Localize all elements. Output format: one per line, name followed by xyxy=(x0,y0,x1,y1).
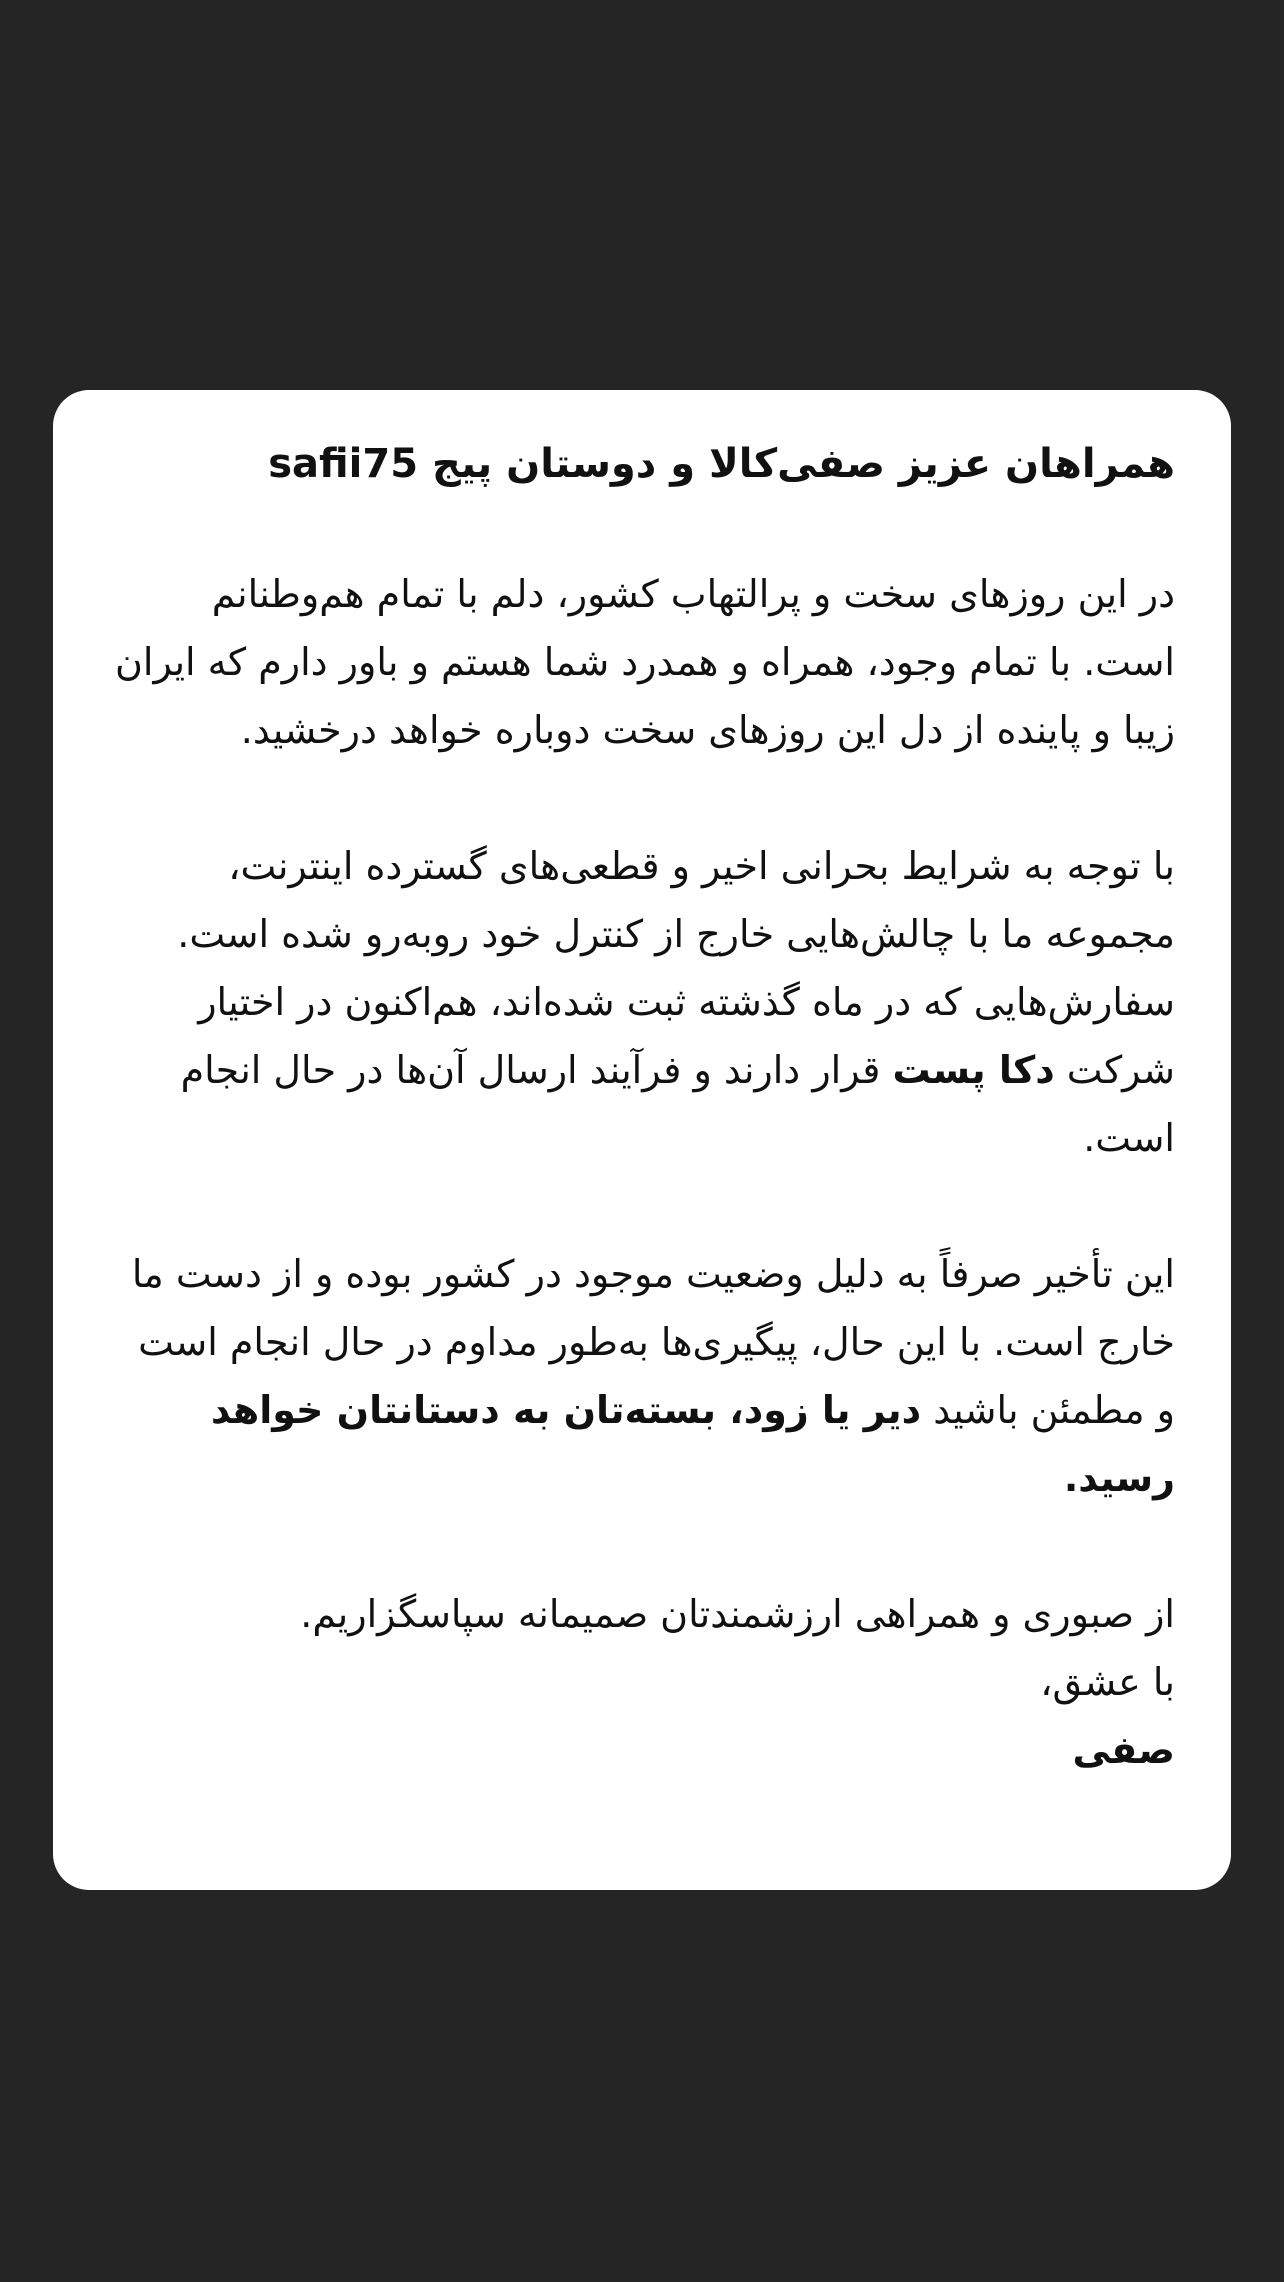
message-paragraph-1: در این روزهای سخت و پرالتهاب کشور، دلم با تمام هم‌وطنانم است. با تمام وجود، همراه و همدرد شما هستم و باور دارم که ایران زیبا و پاینده از دل این روزهای سخت دوباره خواهد درخشید. xyxy=(115,572,1175,752)
paragraph-3-text: این تأخیر صرفاً به دلیل وضعیت موجود در کشور بوده و از دست ما خارج است. با این حال، پیگیری‌ها به‌طور مداوم در حال انجام است و مطمئن باشید xyxy=(131,1252,1175,1432)
thanks-line: از صبوری و همراهی ارزشمندتان صمیمانه سپاسگزاریم. xyxy=(300,1592,1175,1636)
delivery-promise: دیر یا زود، بسته‌تان به دستانتان خواهد رسید. xyxy=(210,1388,1175,1500)
message-card xyxy=(53,390,1231,1890)
message-paragraph-2 xyxy=(109,832,1175,1172)
message-closing xyxy=(109,1580,1175,1784)
courier-name: دکا پست xyxy=(892,1048,1055,1092)
regards-line: با عشق، xyxy=(1040,1660,1175,1704)
message-title: همراهان عزیز صفی‌کالا و دوستان پیج safii75 xyxy=(268,441,1175,487)
signature: صفی xyxy=(1072,1728,1175,1772)
message-paragraph-3 xyxy=(109,1240,1175,1512)
paragraph-2-text-start: با توجه به شرایط بحرانی اخیر و قطعی‌های گسترده اینترنت، مجموعه ما با چالش‌هایی خارج از کنترل خود روبه‌رو شده است. سفارش‌هایی که در ماه گذشته ثبت شده‌اند، هم‌اکنون در اختیار شرکت xyxy=(177,844,1175,1092)
paragraph-2-text-end: قرار دارند و فرآیند ارسال آن‌ها در حال انجام است. xyxy=(180,1048,1175,1160)
